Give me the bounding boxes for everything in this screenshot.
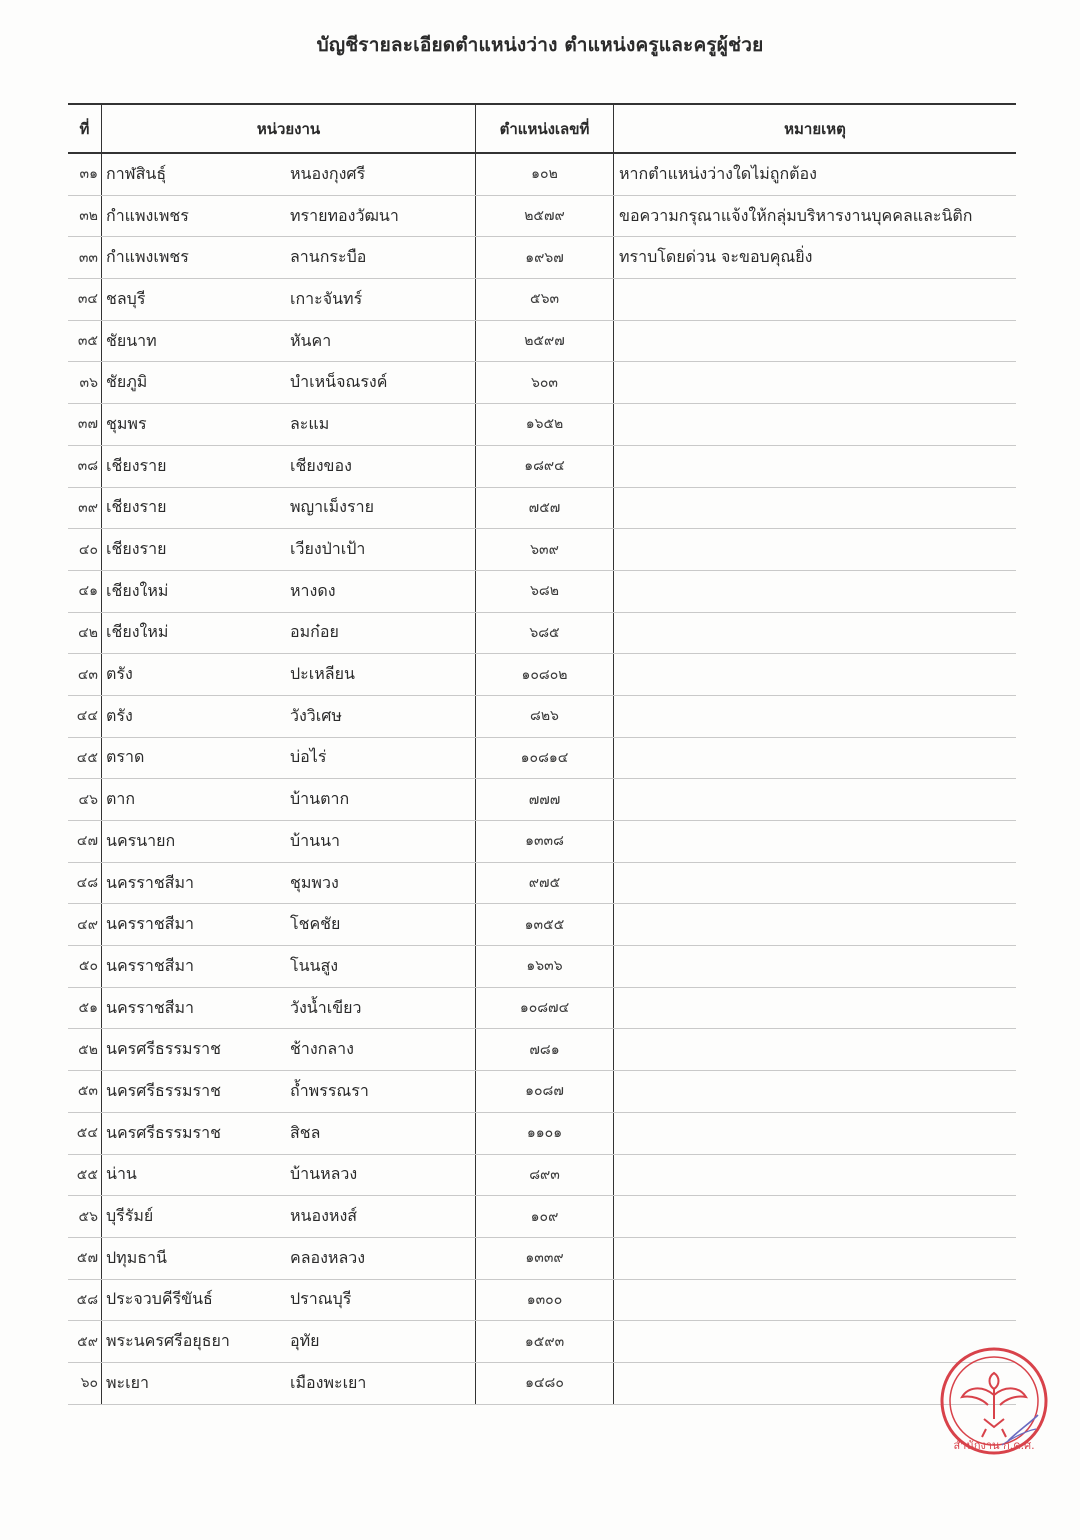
header-no: ที่ xyxy=(68,105,102,152)
row-no: ๓๓ xyxy=(68,237,102,278)
table-row xyxy=(68,613,1016,655)
document-title: บัญชีรายละเอียดตำแหน่งว่าง ตำแหน่งครูและครูผู้ช่วย xyxy=(316,34,764,56)
row-province: ตราด xyxy=(106,747,145,767)
row-province: ตรัง xyxy=(106,705,133,725)
row-remark xyxy=(614,571,1016,612)
row-no: ๔๔ xyxy=(68,696,102,737)
row-district: หางดง xyxy=(286,571,476,612)
row-remark: ทราบโดยด่วน จะขอบคุณยิ่ง xyxy=(619,247,813,267)
row-district: ทรายทองวัฒนา xyxy=(286,196,476,237)
table-row xyxy=(68,237,1016,279)
row-province: กำแพงเพชร xyxy=(106,247,189,267)
row-remark xyxy=(614,404,1016,445)
row-province: กำแพงเพชร xyxy=(106,205,189,225)
row-no: ๕๕ xyxy=(68,1155,102,1196)
table-row xyxy=(68,529,1016,571)
table-row xyxy=(68,1196,1016,1238)
row-position-number: ๑๑๐๑ xyxy=(476,1113,614,1154)
row-position-number: ๖๘๒ xyxy=(476,571,614,612)
row-position-number: ๗๕๗ xyxy=(476,488,614,529)
row-position-number: ๑๙๖๗ xyxy=(476,237,614,278)
row-position-number: ๑๓๐๐ xyxy=(476,1280,614,1321)
row-province: เชียงราย xyxy=(106,539,167,559)
row-position-number: ๑๘๙๔ xyxy=(476,446,614,487)
table-row xyxy=(68,1280,1016,1322)
row-district: พญาเม็งราย xyxy=(286,488,476,529)
header-unit: หน่วยงาน xyxy=(102,105,476,152)
row-province: เชียงราย xyxy=(106,455,167,475)
row-province: นครราชสีมา xyxy=(106,872,194,892)
row-district: สิชล xyxy=(286,1113,476,1154)
row-remark xyxy=(614,1196,1016,1237)
row-no: ๓๔ xyxy=(68,279,102,320)
header-remark: หมายเหตุ xyxy=(784,119,846,138)
row-remark xyxy=(614,321,1016,362)
row-province: พระนครศรีอยุธยา xyxy=(106,1331,230,1351)
row-province: เชียงใหม่ xyxy=(106,580,169,600)
row-district: ถ้ำพรรณรา xyxy=(286,1071,476,1112)
table-row xyxy=(68,154,1016,196)
row-district: บำเหน็จณรงค์ xyxy=(286,362,476,403)
row-position-number: ๒๕๗๙ xyxy=(476,196,614,237)
row-position-number: ๑๐๘๐๒ xyxy=(476,654,614,695)
table-row xyxy=(68,1155,1016,1197)
seal-text: สำนักงาน ก.ค.ศ. xyxy=(953,1439,1035,1452)
row-no: ๔๑ xyxy=(68,571,102,612)
row-district: หันคา xyxy=(286,321,476,362)
row-remark xyxy=(614,1071,1016,1112)
row-position-number: ๘๒๖ xyxy=(476,696,614,737)
table-row xyxy=(68,1238,1016,1280)
row-position-number: ๑๓๕๕ xyxy=(476,904,614,945)
row-province: ตาก xyxy=(106,789,136,809)
row-district: ละแม xyxy=(286,404,476,445)
row-remark xyxy=(614,696,1016,737)
row-no: ๔๐ xyxy=(68,529,102,570)
row-district: ปราณบุรี xyxy=(286,1280,476,1321)
table-row xyxy=(68,404,1016,446)
table-row xyxy=(68,654,1016,696)
row-district: อุทัย xyxy=(286,1321,476,1362)
row-remark xyxy=(614,279,1016,320)
table-row xyxy=(68,946,1016,988)
row-province: ตรัง xyxy=(106,664,133,684)
row-remark xyxy=(614,654,1016,695)
row-province: ชุมพร xyxy=(106,413,147,433)
table-row xyxy=(68,863,1016,905)
row-district: เกาะจันทร์ xyxy=(286,279,476,320)
row-position-number: ๖๐๓ xyxy=(476,362,614,403)
row-district: หนองกุงศรี xyxy=(286,154,476,195)
row-province: พะเยา xyxy=(106,1372,149,1392)
table-row xyxy=(68,988,1016,1030)
table-row xyxy=(68,821,1016,863)
row-district: คลองหลวง xyxy=(286,1238,476,1279)
row-province: นครราชสีมา xyxy=(106,997,194,1017)
header-position: ตำแหน่งเลขที่ xyxy=(476,105,614,152)
row-district: บ้านนา xyxy=(286,821,476,862)
row-position-number: ๖๘๕ xyxy=(476,613,614,654)
row-district: ช้างกลาง xyxy=(286,1029,476,1070)
row-province: ปทุมธานี xyxy=(106,1247,167,1267)
table-row xyxy=(68,1321,1016,1363)
row-position-number: ๖๓๙ xyxy=(476,529,614,570)
table-row xyxy=(68,1363,1016,1405)
row-province: ชลบุรี xyxy=(106,288,146,308)
row-district: ลานกระบือ xyxy=(286,237,476,278)
row-remark xyxy=(614,946,1016,987)
row-remark xyxy=(614,1113,1016,1154)
row-no: ๔๖ xyxy=(68,779,102,820)
row-province: นครศรีธรรมราช xyxy=(106,1039,221,1059)
row-position-number: ๑๐๘๗๔ xyxy=(476,988,614,1029)
row-province: นครศรีธรรมราช xyxy=(106,1080,221,1100)
row-district: ปะเหลียน xyxy=(286,654,476,695)
row-district: หนองหงส์ xyxy=(286,1196,476,1237)
row-position-number: ๑๔๘๐ xyxy=(476,1363,614,1404)
table-row xyxy=(68,571,1016,613)
row-district: โนนสูง xyxy=(286,946,476,987)
row-no: ๓๕ xyxy=(68,321,102,362)
row-no: ๕๑ xyxy=(68,988,102,1029)
row-position-number: ๗๘๑ xyxy=(476,1029,614,1070)
row-province: บุรีรัมย์ xyxy=(106,1206,154,1226)
table-row xyxy=(68,1113,1016,1155)
table-row xyxy=(68,779,1016,821)
row-no: ๔๕ xyxy=(68,738,102,779)
table-row xyxy=(68,279,1016,321)
row-position-number: ๑๖๓๖ xyxy=(476,946,614,987)
table-row xyxy=(68,1071,1016,1113)
row-position-number: ๙๗๕ xyxy=(476,863,614,904)
table-row xyxy=(68,696,1016,738)
row-remark xyxy=(614,821,1016,862)
row-no: ๕๗ xyxy=(68,1238,102,1279)
row-no: ๓๗ xyxy=(68,404,102,445)
row-position-number: ๑๓๓๘ xyxy=(476,821,614,862)
garuda-seal-stamp xyxy=(938,1345,1050,1457)
row-no: ๕๐ xyxy=(68,946,102,987)
row-position-number: ๑๕๙๓ xyxy=(476,1321,614,1362)
row-no: ๕๒ xyxy=(68,1029,102,1070)
row-no: ๓๖ xyxy=(68,362,102,403)
row-province: นครนายก xyxy=(106,830,176,850)
table-body xyxy=(68,154,1016,1405)
row-province: ประจวบคีรีขันธ์ xyxy=(106,1289,213,1309)
row-remark xyxy=(614,738,1016,779)
row-remark xyxy=(614,529,1016,570)
row-position-number: ๗๗๗ xyxy=(476,779,614,820)
row-no: ๕๖ xyxy=(68,1196,102,1237)
row-remark xyxy=(614,362,1016,403)
table-row xyxy=(68,362,1016,404)
row-position-number: ๑๖๕๒ xyxy=(476,404,614,445)
row-no: ๓๘ xyxy=(68,446,102,487)
row-district: วังน้ำเขียว xyxy=(286,988,476,1029)
row-no: ๔๙ xyxy=(68,904,102,945)
row-remark xyxy=(614,1238,1016,1279)
row-district: เวียงป่าเป้า xyxy=(286,529,476,570)
row-no: ๕๙ xyxy=(68,1321,102,1362)
table-row xyxy=(68,488,1016,530)
row-no: ๕๘ xyxy=(68,1280,102,1321)
row-no: ๓๙ xyxy=(68,488,102,529)
table-row xyxy=(68,738,1016,780)
table-row xyxy=(68,321,1016,363)
row-position-number: ๒๕๙๗ xyxy=(476,321,614,362)
row-position-number: ๑๐๘๑๔ xyxy=(476,738,614,779)
row-province: นครศรีธรรมราช xyxy=(106,1122,221,1142)
row-position-number: ๑๐๘๗ xyxy=(476,1071,614,1112)
row-remark xyxy=(614,1280,1016,1321)
row-position-number: ๑๐๙ xyxy=(476,1196,614,1237)
row-district: เมืองพะเยา xyxy=(286,1363,476,1404)
row-remark xyxy=(614,1029,1016,1070)
row-no: ๖๐ xyxy=(68,1363,102,1404)
row-position-number: ๕๖๓ xyxy=(476,279,614,320)
row-remark xyxy=(614,863,1016,904)
row-remark xyxy=(614,488,1016,529)
row-province: ชัยนาท xyxy=(106,330,157,350)
table-row xyxy=(68,904,1016,946)
row-province: นครราชสีมา xyxy=(106,914,194,934)
row-remark xyxy=(614,904,1016,945)
row-province: เชียงใหม่ xyxy=(106,622,169,642)
row-province: ชัยภูมิ xyxy=(106,372,148,392)
row-district: ชุมพวง xyxy=(286,863,476,904)
row-no: ๕๔ xyxy=(68,1113,102,1154)
row-district: เชียงของ xyxy=(286,446,476,487)
row-position-number: ๑๓๓๙ xyxy=(476,1238,614,1279)
row-no: ๕๓ xyxy=(68,1071,102,1112)
table-row xyxy=(68,446,1016,488)
row-position-number: ๘๙๓ xyxy=(476,1155,614,1196)
row-district: บ้านตาก xyxy=(286,779,476,820)
row-district: บ่อไร่ xyxy=(286,738,476,779)
row-remark xyxy=(614,988,1016,1029)
row-remark xyxy=(614,779,1016,820)
row-no: ๔๘ xyxy=(68,863,102,904)
row-district: บ้านหลวง xyxy=(286,1155,476,1196)
row-district: วังวิเศษ xyxy=(286,696,476,737)
row-remark xyxy=(614,1155,1016,1196)
table-header-row xyxy=(68,105,1016,154)
row-province: นครราชสีมา xyxy=(106,955,194,975)
row-no: ๔๓ xyxy=(68,654,102,695)
row-remark: ขอความกรุณาแจ้งให้กลุ่มบริหารงานบุคคลและนิติก xyxy=(619,205,973,225)
row-no: ๔๗ xyxy=(68,821,102,862)
vacancy-table xyxy=(68,103,1016,1405)
table-row xyxy=(68,1029,1016,1071)
row-remark: หากตำแหน่งว่างใดไม่ถูกต้อง xyxy=(619,163,817,183)
row-no: ๔๒ xyxy=(68,613,102,654)
row-position-number: ๑๐๒ xyxy=(476,154,614,195)
table-row xyxy=(68,196,1016,238)
row-remark xyxy=(614,446,1016,487)
row-district: อมก๋อย xyxy=(286,613,476,654)
row-no: ๓๑ xyxy=(68,154,102,195)
row-province: เชียงราย xyxy=(106,497,167,517)
row-no: ๓๒ xyxy=(68,196,102,237)
row-district: โชคชัย xyxy=(286,904,476,945)
row-remark xyxy=(614,613,1016,654)
row-province: กาฬสินธุ์ xyxy=(106,163,167,183)
row-province: น่าน xyxy=(106,1164,137,1184)
